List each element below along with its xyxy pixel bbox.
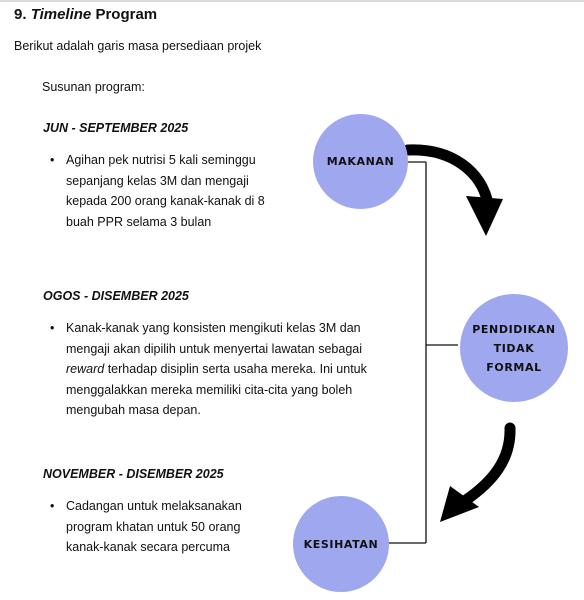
curved-arrow-icon bbox=[440, 428, 510, 522]
bullet-line-rest: terhadap disiplin serta usaha mereka. Ini untuk bbox=[107, 362, 367, 376]
node-makanan bbox=[313, 114, 408, 209]
node-pendidikan-tidak-formal bbox=[460, 294, 568, 402]
bullet-dot: • bbox=[50, 499, 55, 513]
heading-number: 9. bbox=[14, 6, 27, 23]
bullet-dot: • bbox=[50, 153, 55, 167]
node-label-line: FORMAL bbox=[486, 360, 542, 374]
bullet-line: mengubah masa depan. bbox=[66, 403, 201, 417]
node-kesihatan bbox=[293, 496, 389, 592]
node-label bbox=[472, 320, 555, 377]
node-label-line: TIDAK bbox=[493, 341, 535, 355]
timeline-period-1: JUN - SEPTEMBER 2025 bbox=[43, 121, 189, 135]
italic-term: reward bbox=[66, 362, 105, 376]
curved-arrow-icon bbox=[408, 150, 503, 236]
bullet-line: kepada 200 orang kanak-kanak di 8 bbox=[66, 194, 265, 208]
heading-rest: Program bbox=[95, 6, 158, 23]
program-subheading: Susunan program: bbox=[42, 80, 145, 94]
node-label bbox=[327, 152, 395, 171]
bullet-line: sepanjang kelas 3M dan mengaji bbox=[66, 173, 249, 188]
intro-text: Berikut adalah garis masa persediaan projek bbox=[14, 39, 262, 53]
bullet-line: buah PPR selama 3 bulan bbox=[66, 214, 212, 229]
bullet-dot: • bbox=[50, 321, 55, 335]
timeline-period-3: NOVEMBER - DISEMBER 2025 bbox=[43, 467, 224, 481]
timeline-period-2: OGOS - DISEMBER 2025 bbox=[43, 289, 189, 303]
bullet-line: menggalakkan mereka memiliki cita-cita yang boleh bbox=[66, 382, 353, 397]
bullet-line: program khatan untuk 50 orang bbox=[66, 519, 241, 534]
bullet-line: Agihan pek nutrisi 5 kali seminggu bbox=[66, 153, 256, 167]
bullet-line: Kanak-kanak yang konsisten mengikuti kelas 3M dan bbox=[66, 321, 361, 335]
bullet-line: kanak-kanak secara percuma bbox=[66, 540, 230, 554]
bullet-line: Cadangan untuk melaksanakan bbox=[66, 499, 242, 513]
bullet-line: mengaji akan dipilih untuk menyertai lawatan sebagai bbox=[66, 341, 363, 356]
node-label-line: MAKANAN bbox=[326, 155, 395, 168]
node-label-line: PENDIDIKAN bbox=[472, 322, 556, 336]
node-label bbox=[304, 535, 379, 554]
node-label-line: KESIHATAN bbox=[303, 537, 379, 551]
heading-italic: Timeline bbox=[30, 6, 92, 23]
